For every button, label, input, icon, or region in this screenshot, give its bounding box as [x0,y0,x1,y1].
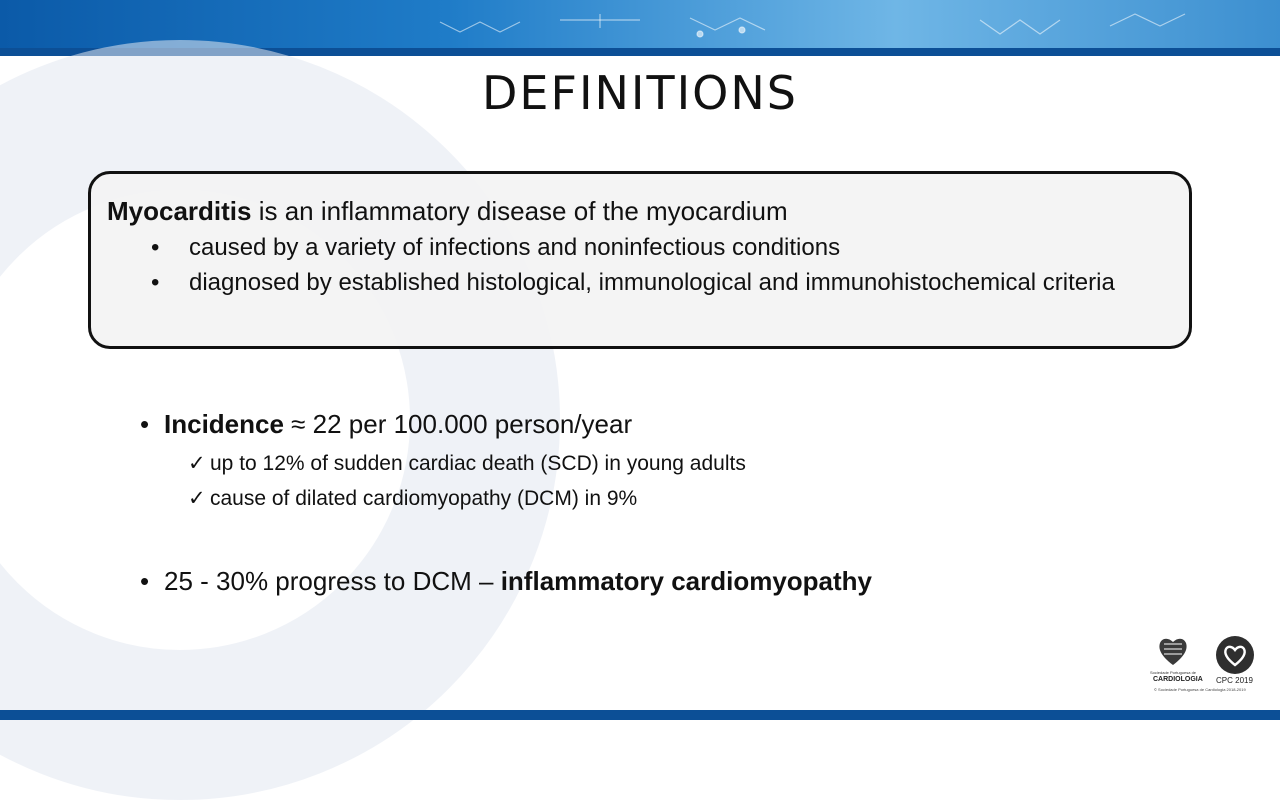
heart-outline-icon [1216,636,1254,674]
checkmark-icon: ✓ [188,452,206,475]
incidence-term: Incidence [164,409,284,439]
bullet-icon: • [151,234,160,261]
progress-text: 25 - 30% progress to DCM – [164,566,501,596]
bullet-icon: • [140,566,150,596]
footer-logos [1150,632,1260,698]
definition-bullet [151,230,1181,265]
definition-bullets [151,230,1181,300]
copyright-text: © Sociedade Portuguesa de Cardiologia 2018-2019 [1154,687,1246,692]
definition-term: Myocarditis [107,196,252,226]
spc-heart-logo-icon [1156,634,1190,668]
slide-title: DEFINITIONS [482,66,798,120]
check-item-text: cause of dilated cardiomyopathy (DCM) in 9% [210,487,638,510]
progress-emphasis: inflammatory cardiomyopathy [500,566,873,596]
check-item [188,446,1140,481]
society-name: CARDIOLOGIA [1153,676,1203,683]
check-item-text: up to 12% of sudden cardiac death (SCD) in young adults [210,452,746,475]
check-item [188,481,1140,516]
bullet-icon: • [151,269,160,296]
event-label: CPC 2019 [1216,676,1253,685]
incidence-bullet [140,404,1140,444]
definition-box [88,171,1192,349]
checkmark-icon: ✓ [188,487,206,510]
society-small-text: Sociedade Portuguesa de [1150,670,1197,675]
progress-bullet [140,561,1140,601]
bullet-icon: • [140,409,150,439]
main-bullets [140,404,1140,601]
incidence-text: ≈ 22 per 100.000 person/year [283,409,633,439]
cpc-logo-icon [1216,636,1254,674]
definition-bullet [151,265,1181,300]
definition-bullet-text: diagnosed by established histological, immunological and immunohistochemical criteria [189,269,1115,296]
definition-text: is an inflammatory disease of the myocardium [251,196,788,226]
footer-bar [0,710,1280,720]
incidence-checks [188,446,1140,516]
definition-lead [107,194,788,228]
definition-bullet-text: caused by a variety of infections and noninfectious conditions [189,234,841,261]
